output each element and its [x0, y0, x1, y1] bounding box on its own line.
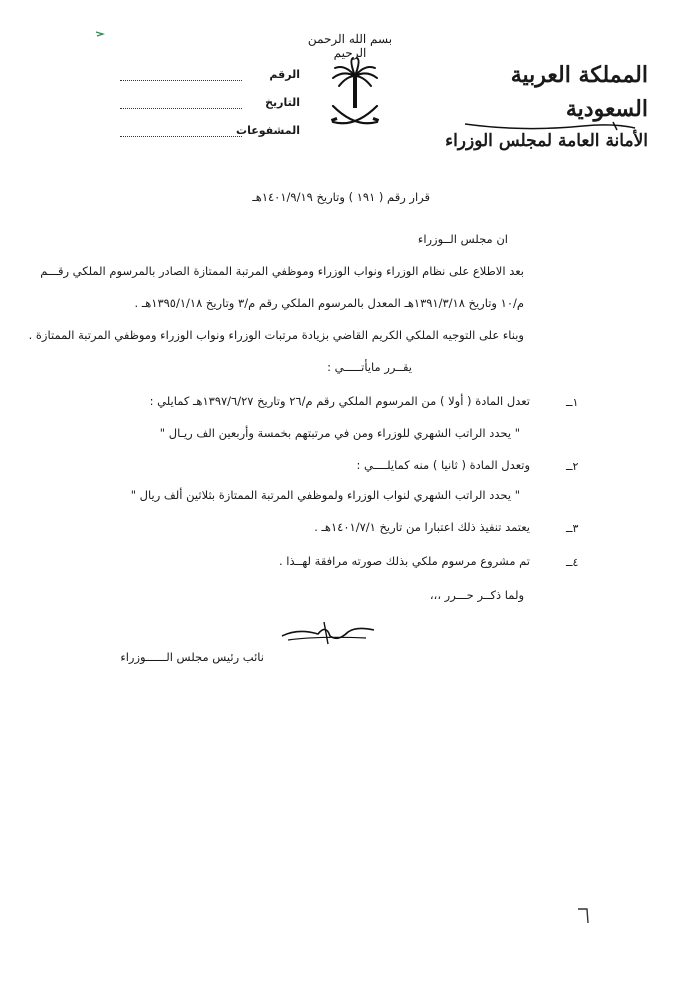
- decision-title: قرار رقم ( ١٩١ ) وتاريخ ١٤٠١/٩/١٩هـ: [252, 190, 430, 204]
- calligraphy-flourish: [463, 120, 638, 132]
- item-2-text: وتعدل المادة ( ثانيا ) منه كمايلــــي :: [356, 458, 530, 472]
- signature-icon: [278, 618, 378, 648]
- date-field: [120, 96, 300, 124]
- country-name: المملكة العربية السعودية: [510, 62, 648, 122]
- number-label: الرقم: [269, 68, 300, 81]
- department-name: الأمانة العامة لمجلس الوزراء: [445, 131, 648, 151]
- reference-fields: [120, 68, 300, 152]
- item-1-text: تعدل المادة ( أولا ) من المرسوم الملكي رقم م/٢٦ وتاريخ ١٣٩٧/٦/٢٧هـ كمايلي :: [149, 394, 530, 408]
- item-2-number: ٢ــ: [566, 460, 579, 473]
- organization-header: [428, 58, 648, 156]
- corner-mark-icon: [95, 30, 105, 38]
- paragraph-2: م/١٠ وتاريخ ١٣٩١/٣/١٨هـ المعدل بالمرسوم الملكي رقم م/٣ وتاريخ ١٣٩٥/١/١٨هـ .: [134, 296, 524, 310]
- item-3-text: يعتمد تنفيذ ذلك اعتبارا من تاريخ ١٤٠١/٧/١هـ .: [314, 520, 530, 534]
- item-1-quote: " يحدد الراتب الشهري للوزراء ومن في مرتبتهم بخمسة وأربعين الف ريـال ": [159, 426, 520, 440]
- paragraph-3: وبناء على التوجيه الملكي الكريم القاضي بزيادة مرتبات الوزراء ونواب الوزراء وموظفي المرتبة الممتازة .: [28, 328, 524, 342]
- paragraph-1: بعد الاطلاع على نظام الوزراء ونواب الوزراء وموظفي المرتبة الممتازة الصادر بالمرسوم الملكي رقـــم: [40, 264, 524, 278]
- basmala: بسم الله الرحمن الرحيم: [307, 32, 393, 60]
- item-4-text: تم مشروع مرسوم ملكي بذلك صورته مرافقة لهــذا .: [278, 554, 530, 568]
- number-field: [120, 68, 300, 96]
- item-1-number: ١ــ: [566, 396, 579, 409]
- decides-heading: يقــرر مايأتـــــي :: [327, 360, 412, 374]
- page-mark-icon: [575, 905, 591, 925]
- item-4-number: ٤ــ: [566, 556, 579, 569]
- signatory-title: نائب رئيس مجلس الــــــوزراء: [120, 650, 264, 664]
- saudi-emblem-icon: [325, 56, 385, 136]
- closing-line: ولما ذكــر حـــرر ،،،: [429, 588, 524, 602]
- date-label: التاريخ: [265, 96, 300, 109]
- decision-intro: ان مجلس الــوزراء: [417, 232, 508, 246]
- number-line: [120, 80, 242, 81]
- attachments-field: [120, 124, 300, 152]
- attachments-label: المشفوعات: [236, 124, 300, 137]
- item-2-quote: " يحدد الراتب الشهري لنواب الوزراء ولموظفي المرتبة الممتازة بثلاثين ألف ريال ": [130, 488, 520, 502]
- date-line: [120, 108, 242, 109]
- item-3-number: ٣ــ: [566, 522, 579, 535]
- attachments-line: [120, 136, 242, 137]
